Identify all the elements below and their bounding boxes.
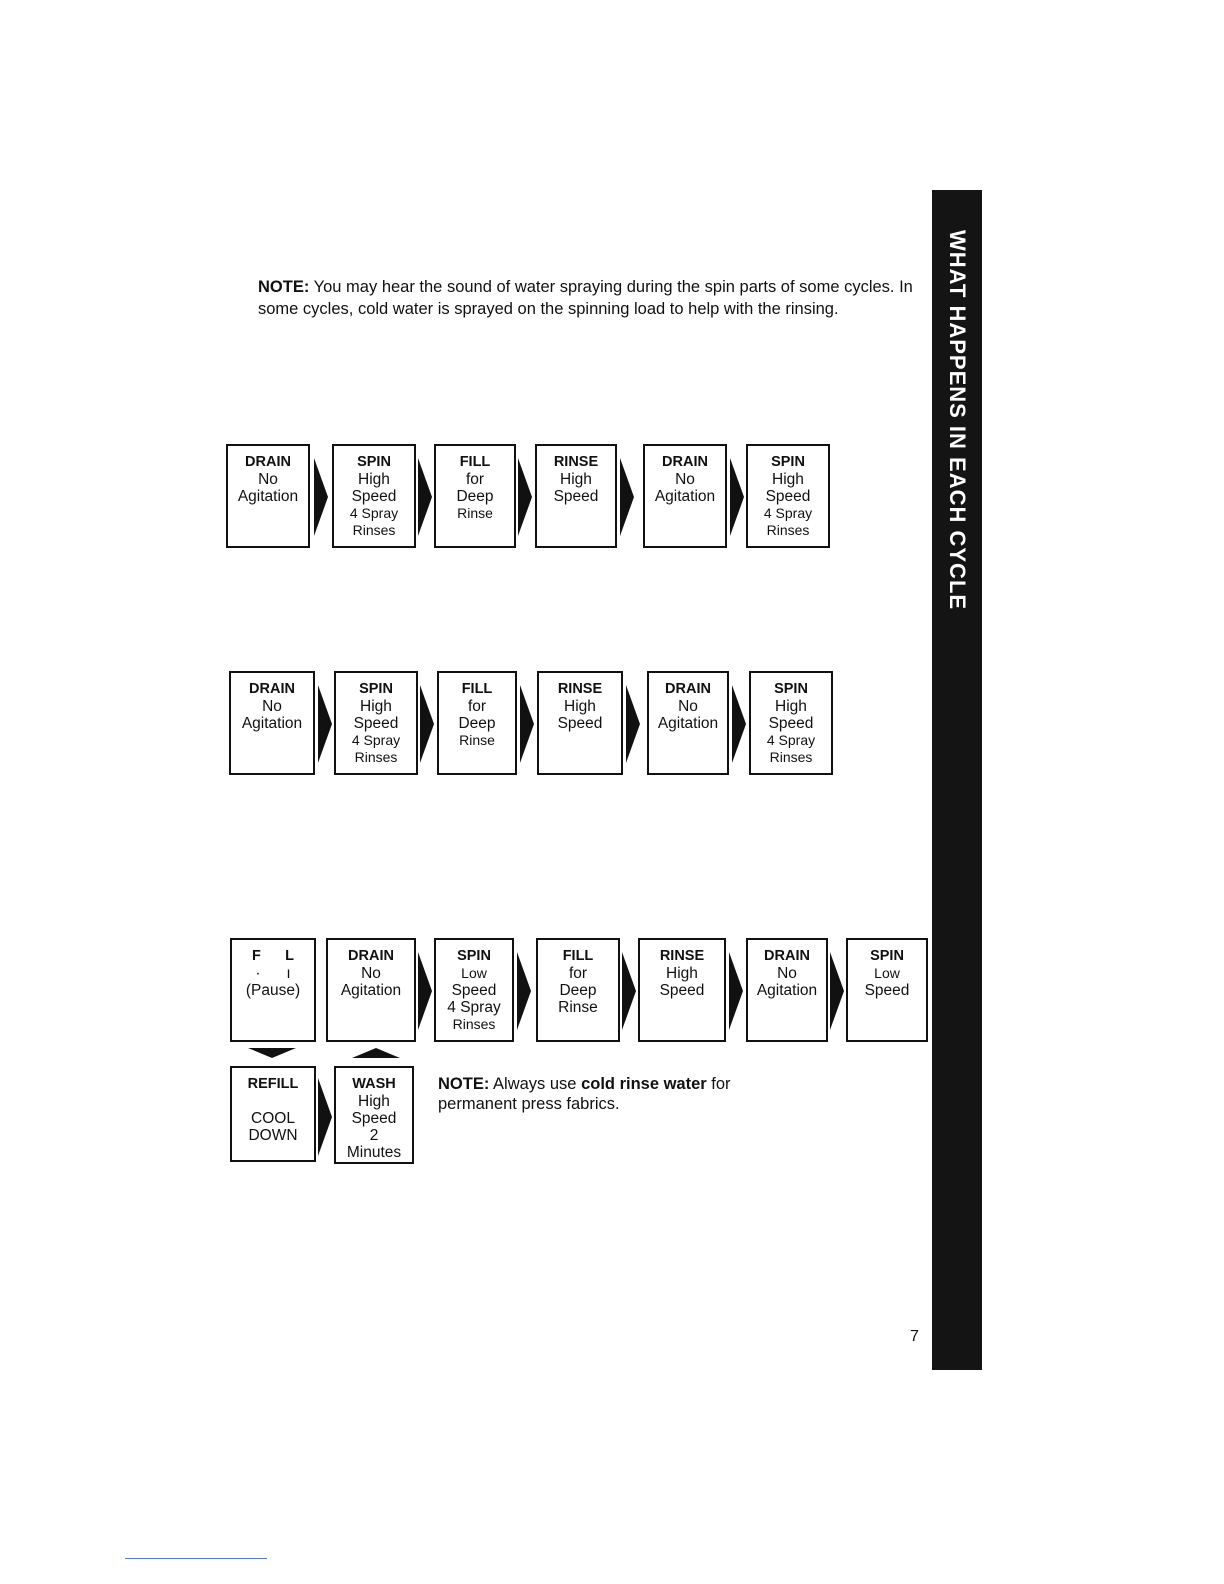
step-line: 4 Spray xyxy=(766,732,816,748)
step-line: Agitation xyxy=(340,982,402,999)
step-line: Speed xyxy=(553,488,599,505)
arrow-right-icon xyxy=(420,685,434,763)
step-line: Rinses xyxy=(452,1016,496,1032)
step-line: High xyxy=(772,471,804,488)
step-spin xyxy=(846,938,928,1042)
arrow-right-icon xyxy=(314,458,328,536)
step-line: Deep xyxy=(456,488,494,505)
step-drain xyxy=(226,444,310,548)
step-line: Speed xyxy=(765,488,811,505)
arrow-right-icon xyxy=(518,458,532,536)
step-drain xyxy=(326,938,416,1042)
step-head: SPIN xyxy=(771,454,805,470)
arrow-right-icon xyxy=(418,458,432,536)
step-drain xyxy=(229,671,315,775)
step-line: Speed xyxy=(557,715,603,732)
step-line: 4 Spray xyxy=(349,505,399,521)
step-spin xyxy=(334,671,418,775)
step-line: (Pause) xyxy=(245,982,301,999)
step-line xyxy=(232,1093,314,1110)
step-line: High xyxy=(358,1093,390,1110)
step-head: FILL xyxy=(461,681,493,697)
step-line: No xyxy=(262,698,282,715)
step-head: SPIN xyxy=(870,948,904,964)
step-rinse xyxy=(638,938,726,1042)
note-label: NOTE: xyxy=(438,1075,490,1093)
step-line: 2 xyxy=(369,1127,379,1144)
step-head: REFILL xyxy=(247,1076,299,1092)
step-line: · ı xyxy=(255,965,291,982)
step-refill xyxy=(230,1066,316,1162)
section-title: WHAT HAPPENS IN EACH CYCLE xyxy=(945,230,970,611)
step-line: Rinses xyxy=(352,522,396,538)
step-line: COOL xyxy=(251,1110,295,1127)
arrow-right-icon xyxy=(830,952,844,1030)
note-cold-rinse xyxy=(438,1074,778,1114)
step-line: Rinse xyxy=(558,999,598,1016)
note-emphasis: cold rinse water xyxy=(581,1075,707,1093)
arrow-right-icon xyxy=(730,458,744,536)
step-head: SPIN xyxy=(774,681,808,697)
step-line: 4 Spray xyxy=(763,505,813,521)
note-label: NOTE: xyxy=(258,278,310,296)
arrow-right-icon xyxy=(318,1078,332,1156)
step-spin xyxy=(746,444,830,548)
step-fill xyxy=(434,444,516,548)
step-line: Speed xyxy=(451,982,497,999)
step-head: DRAIN xyxy=(348,948,394,964)
step-drain xyxy=(647,671,729,775)
step-line: Speed xyxy=(864,982,910,999)
step-line: Speed xyxy=(659,982,705,999)
step-drain xyxy=(643,444,727,548)
step-head: RINSE xyxy=(557,681,603,697)
step-head: F L xyxy=(252,948,294,964)
step-rinse xyxy=(537,671,623,775)
step-head: FILL xyxy=(459,454,491,470)
step-head: SPIN xyxy=(457,948,491,964)
step-line: High xyxy=(560,471,592,488)
step-line: for xyxy=(467,698,487,715)
step-line: No xyxy=(258,471,278,488)
step-rinse xyxy=(535,444,617,548)
step-line: Speed xyxy=(351,488,397,505)
step-line: No xyxy=(678,698,698,715)
note-text: Always use xyxy=(489,1075,582,1093)
arrow-right-icon xyxy=(620,458,634,536)
step-line: 4 Spray xyxy=(447,999,501,1016)
arrow-right-icon xyxy=(517,952,531,1030)
step-head: DRAIN xyxy=(665,681,711,697)
step-line: Rinses xyxy=(769,749,813,765)
step-fill xyxy=(437,671,517,775)
step-head: FILL xyxy=(562,948,594,964)
step-line: No xyxy=(675,471,695,488)
step-line: No xyxy=(361,965,381,982)
step-fill-pause xyxy=(230,938,316,1042)
arrow-right-icon xyxy=(732,685,746,763)
arrow-right-icon xyxy=(418,952,432,1030)
step-line: for xyxy=(465,471,485,488)
step-line: Deep xyxy=(559,982,597,999)
step-spin xyxy=(332,444,416,548)
step-line: Rinse xyxy=(459,732,495,748)
step-line: for xyxy=(568,965,588,982)
page-number: 7 xyxy=(910,1328,919,1345)
step-head: RINSE xyxy=(553,454,599,470)
arrow-right-icon xyxy=(622,952,636,1030)
arrow-right-icon xyxy=(520,685,534,763)
step-spin xyxy=(749,671,833,775)
step-line: No xyxy=(777,965,797,982)
step-line: 4 Spray xyxy=(351,732,401,748)
arrow-down-icon xyxy=(248,1048,296,1058)
step-line: DOWN xyxy=(248,1127,298,1144)
step-head: RINSE xyxy=(659,948,705,964)
note-text: for permanent press fabrics. xyxy=(438,1075,731,1113)
section-side-tab xyxy=(932,190,982,1370)
step-wash xyxy=(334,1066,414,1164)
step-fill xyxy=(536,938,620,1042)
step-line: High xyxy=(775,698,807,715)
step-head: DRAIN xyxy=(249,681,295,697)
step-line: High xyxy=(564,698,596,715)
step-head: SPIN xyxy=(357,454,391,470)
step-line: Agitation xyxy=(756,982,818,999)
step-line: Agitation xyxy=(237,488,299,505)
step-line: High xyxy=(666,965,698,982)
step-line: Agitation xyxy=(654,488,716,505)
footer-rule xyxy=(125,1558,267,1559)
arrow-right-icon xyxy=(318,685,332,763)
step-head: DRAIN xyxy=(245,454,291,470)
step-line: Speed xyxy=(768,715,814,732)
step-line: Low xyxy=(461,965,487,981)
step-line: Speed xyxy=(353,715,399,732)
arrow-up-icon xyxy=(352,1048,400,1058)
step-head: DRAIN xyxy=(764,948,810,964)
step-head: SPIN xyxy=(359,681,393,697)
step-drain xyxy=(746,938,828,1042)
step-head: DRAIN xyxy=(662,454,708,470)
step-line: Deep xyxy=(458,715,496,732)
step-line: Rinses xyxy=(354,749,398,765)
step-line: Low xyxy=(874,965,900,981)
step-line: Speed xyxy=(351,1110,397,1127)
step-line: Minutes xyxy=(346,1144,402,1161)
step-line: High xyxy=(358,471,390,488)
step-line: Rinses xyxy=(766,522,810,538)
step-line: Rinse xyxy=(457,505,493,521)
step-head: WASH xyxy=(352,1076,396,1092)
note-spray xyxy=(258,276,930,320)
step-line: High xyxy=(360,698,392,715)
step-spin xyxy=(434,938,514,1042)
note-text: You may hear the sound of water spraying during the spin parts of some cycles. In some cycles, cold water is sprayed on the spinning load to help with the rinsing. xyxy=(258,278,913,318)
arrow-right-icon xyxy=(729,952,743,1030)
step-line: Agitation xyxy=(241,715,303,732)
arrow-right-icon xyxy=(626,685,640,763)
step-line: Agitation xyxy=(657,715,719,732)
